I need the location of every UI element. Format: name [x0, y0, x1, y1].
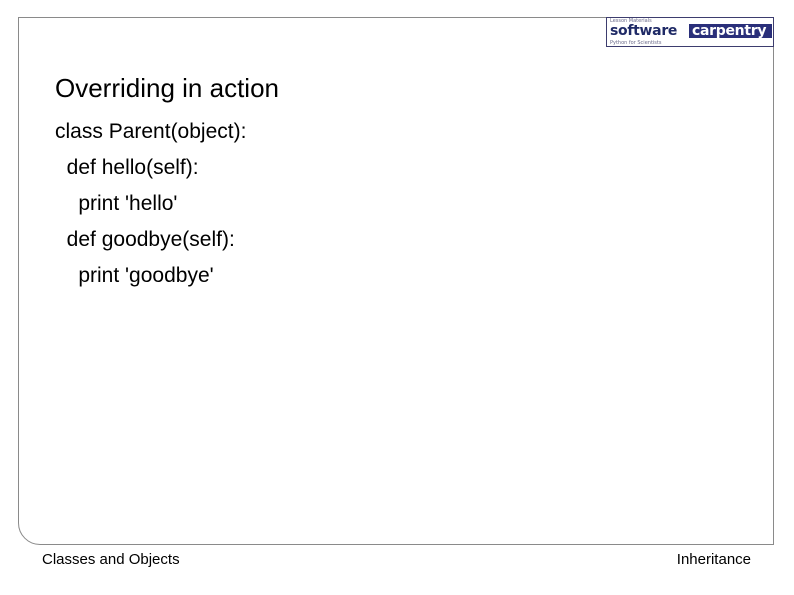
code-line-4: [55, 225, 246, 261]
software-carpentry-logo: [606, 17, 774, 47]
code-text: 'goodbye': [119, 264, 214, 287]
code-block: [55, 117, 246, 297]
code-line-1: [55, 117, 246, 153]
code-keyword: print: [78, 264, 120, 287]
code-keyword: class: [55, 120, 103, 143]
code-text: Parent(object):: [102, 120, 247, 143]
code-text: hello(self):: [95, 156, 199, 179]
code-line-5: [55, 261, 246, 297]
code-text: 'hello': [119, 192, 178, 215]
footer-topic: Inheritance: [676, 551, 751, 568]
code-line-3: [55, 189, 246, 225]
code-keyword: print: [78, 192, 120, 215]
logo-word-software: software: [609, 24, 689, 38]
logo-tagline-top: Lesson Materials: [610, 18, 652, 24]
code-text: goodbye(self):: [95, 228, 235, 251]
logo-tagline-bottom: Python for Scientists: [610, 40, 662, 46]
footer-section-title: Classes and Objects: [42, 551, 180, 568]
slide-title: Overriding in action: [55, 73, 279, 103]
code-keyword: def: [66, 228, 96, 251]
code-line-2: [55, 153, 246, 189]
code-keyword: def: [66, 156, 96, 179]
logo-word-carpentry: carpentry: [689, 24, 772, 38]
